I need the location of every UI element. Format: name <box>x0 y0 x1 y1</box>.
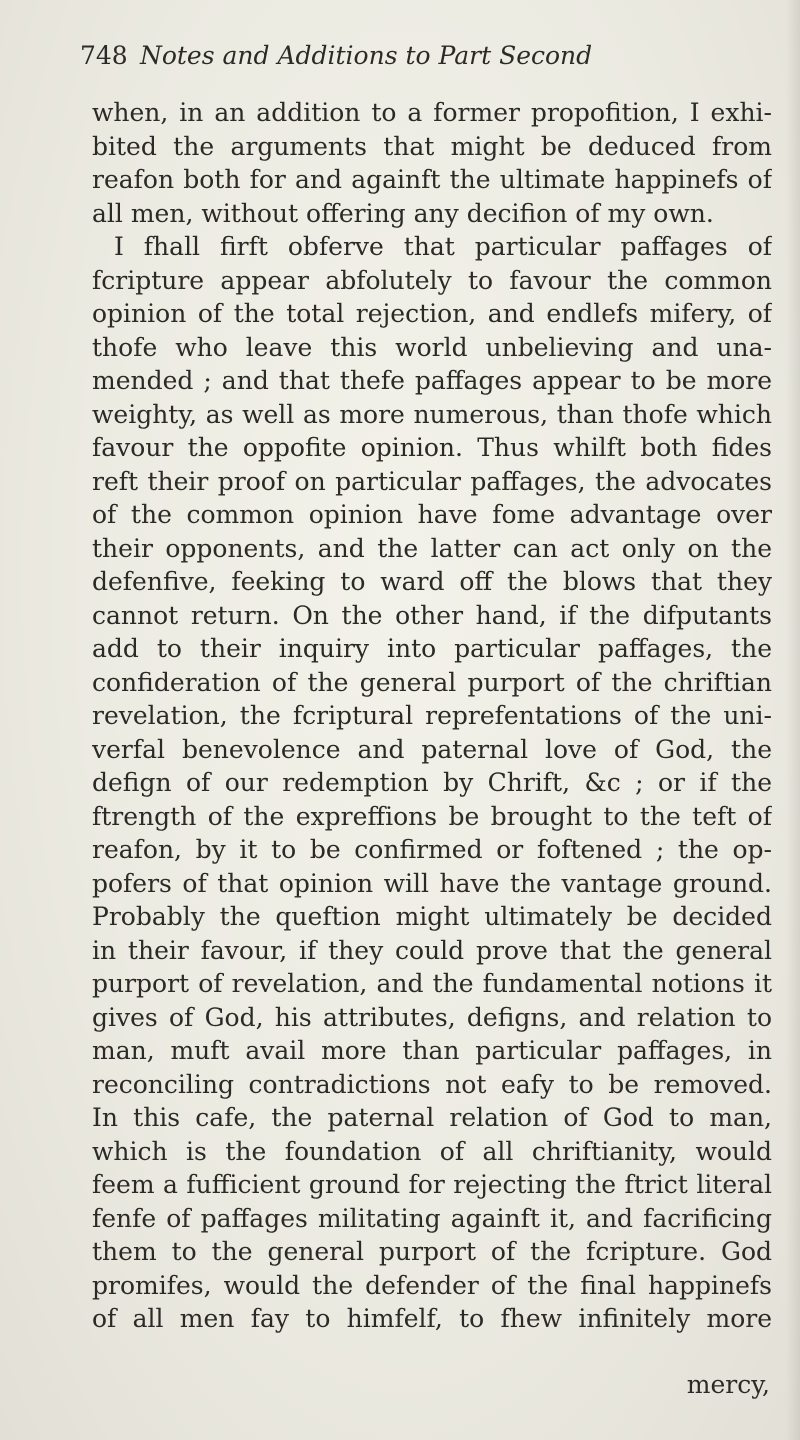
text-line: in their favour, if they could prove that the general <box>92 935 772 965</box>
text-line: reafon both for and againft the ultimate happinefs of <box>92 165 772 194</box>
text-line: defenfive, feeking to ward off the blows that they <box>92 567 772 596</box>
text-line: man, muft avail more than particular paffages, in <box>92 1036 772 1065</box>
text-line: of the common opinion have fome advantage over <box>92 500 772 529</box>
text-line: which is the foundation of all chriftianity, would <box>92 1136 772 1166</box>
text-line: opinion of the total rejection, and endlefs mifery, of <box>92 299 772 328</box>
paragraph-start-line: I fhall firft obferve that particular paffages of <box>114 232 772 261</box>
text-line: fcripture appear abfolutely to favour the common <box>92 265 772 295</box>
text-line: feem a fufficient ground for rejecting the ftrict literal <box>92 1170 772 1199</box>
text-line: reft their proof on particular paffages, the advocates <box>92 466 772 496</box>
text-line: In this cafe, the paternal relation of God to man, <box>92 1103 772 1132</box>
text-line: Probably the queftion might ultimately be decided <box>92 902 772 931</box>
text-line: reconciling contradictions not eafy to be removed. <box>92 1069 772 1099</box>
running-head <box>80 36 740 76</box>
body-text <box>92 96 772 1336</box>
text-line: ftrength of the expreffions be brought to the teft of <box>92 801 772 831</box>
text-line: verfal benevolence and paternal love of God, the <box>92 734 772 764</box>
catchword: mercy, <box>686 1370 770 1399</box>
text-line: reafon, by it to be confirmed or foftened ; the op- <box>92 835 772 864</box>
text-line: promifes, would the defender of the final happinefs <box>92 1270 772 1300</box>
text-line: their opponents, and the latter can act only on the <box>92 533 772 563</box>
text-line: purport of revelation, and the fundamental notions it <box>92 969 772 998</box>
text-line: defign of our redemption by Chrift, &c ; or if the <box>92 768 772 797</box>
text-line: weighty, as well as more numerous, than thofe which <box>92 399 772 429</box>
text-line: thofe who leave this world unbelieving and una- <box>92 332 772 362</box>
text-line: add to their inquiry into particular paffages, the <box>92 634 772 663</box>
text-line: them to the general purport of the fcripture. God <box>92 1237 772 1266</box>
text-line: cannot return. On the other hand, if the difputants <box>92 600 772 630</box>
text-line: favour the oppofite opinion. Thus whilft both fides <box>92 433 772 462</box>
text-line: mended ; and that thefe paffages appear to be more <box>92 366 772 395</box>
text-line: gives of God, his attributes, defigns, and relation to <box>92 1002 772 1032</box>
text-line: bited the arguments that might be deduced from <box>92 131 772 161</box>
text-line: fenfe of paffages militating againft it, and facrificing <box>92 1203 772 1233</box>
text-line: revelation, the fcriptural reprefentations of the uni- <box>92 701 772 730</box>
text-line: pofers of that opinion will have the vantage ground. <box>92 868 772 898</box>
page-number: 748 <box>80 41 128 70</box>
text-line: confideration of the general purport of the chriftian <box>92 667 772 697</box>
page-edge-shadow <box>786 0 800 1440</box>
text-line: all men, without offering any decifion of my own. <box>92 198 714 228</box>
text-line: when, in an addition to a former propofition, I exhi- <box>92 98 772 127</box>
text-line: of all men fay to himfelf, to fhew infinitely more <box>92 1304 772 1333</box>
running-title: Notes and Additions to Part Second <box>139 41 593 70</box>
